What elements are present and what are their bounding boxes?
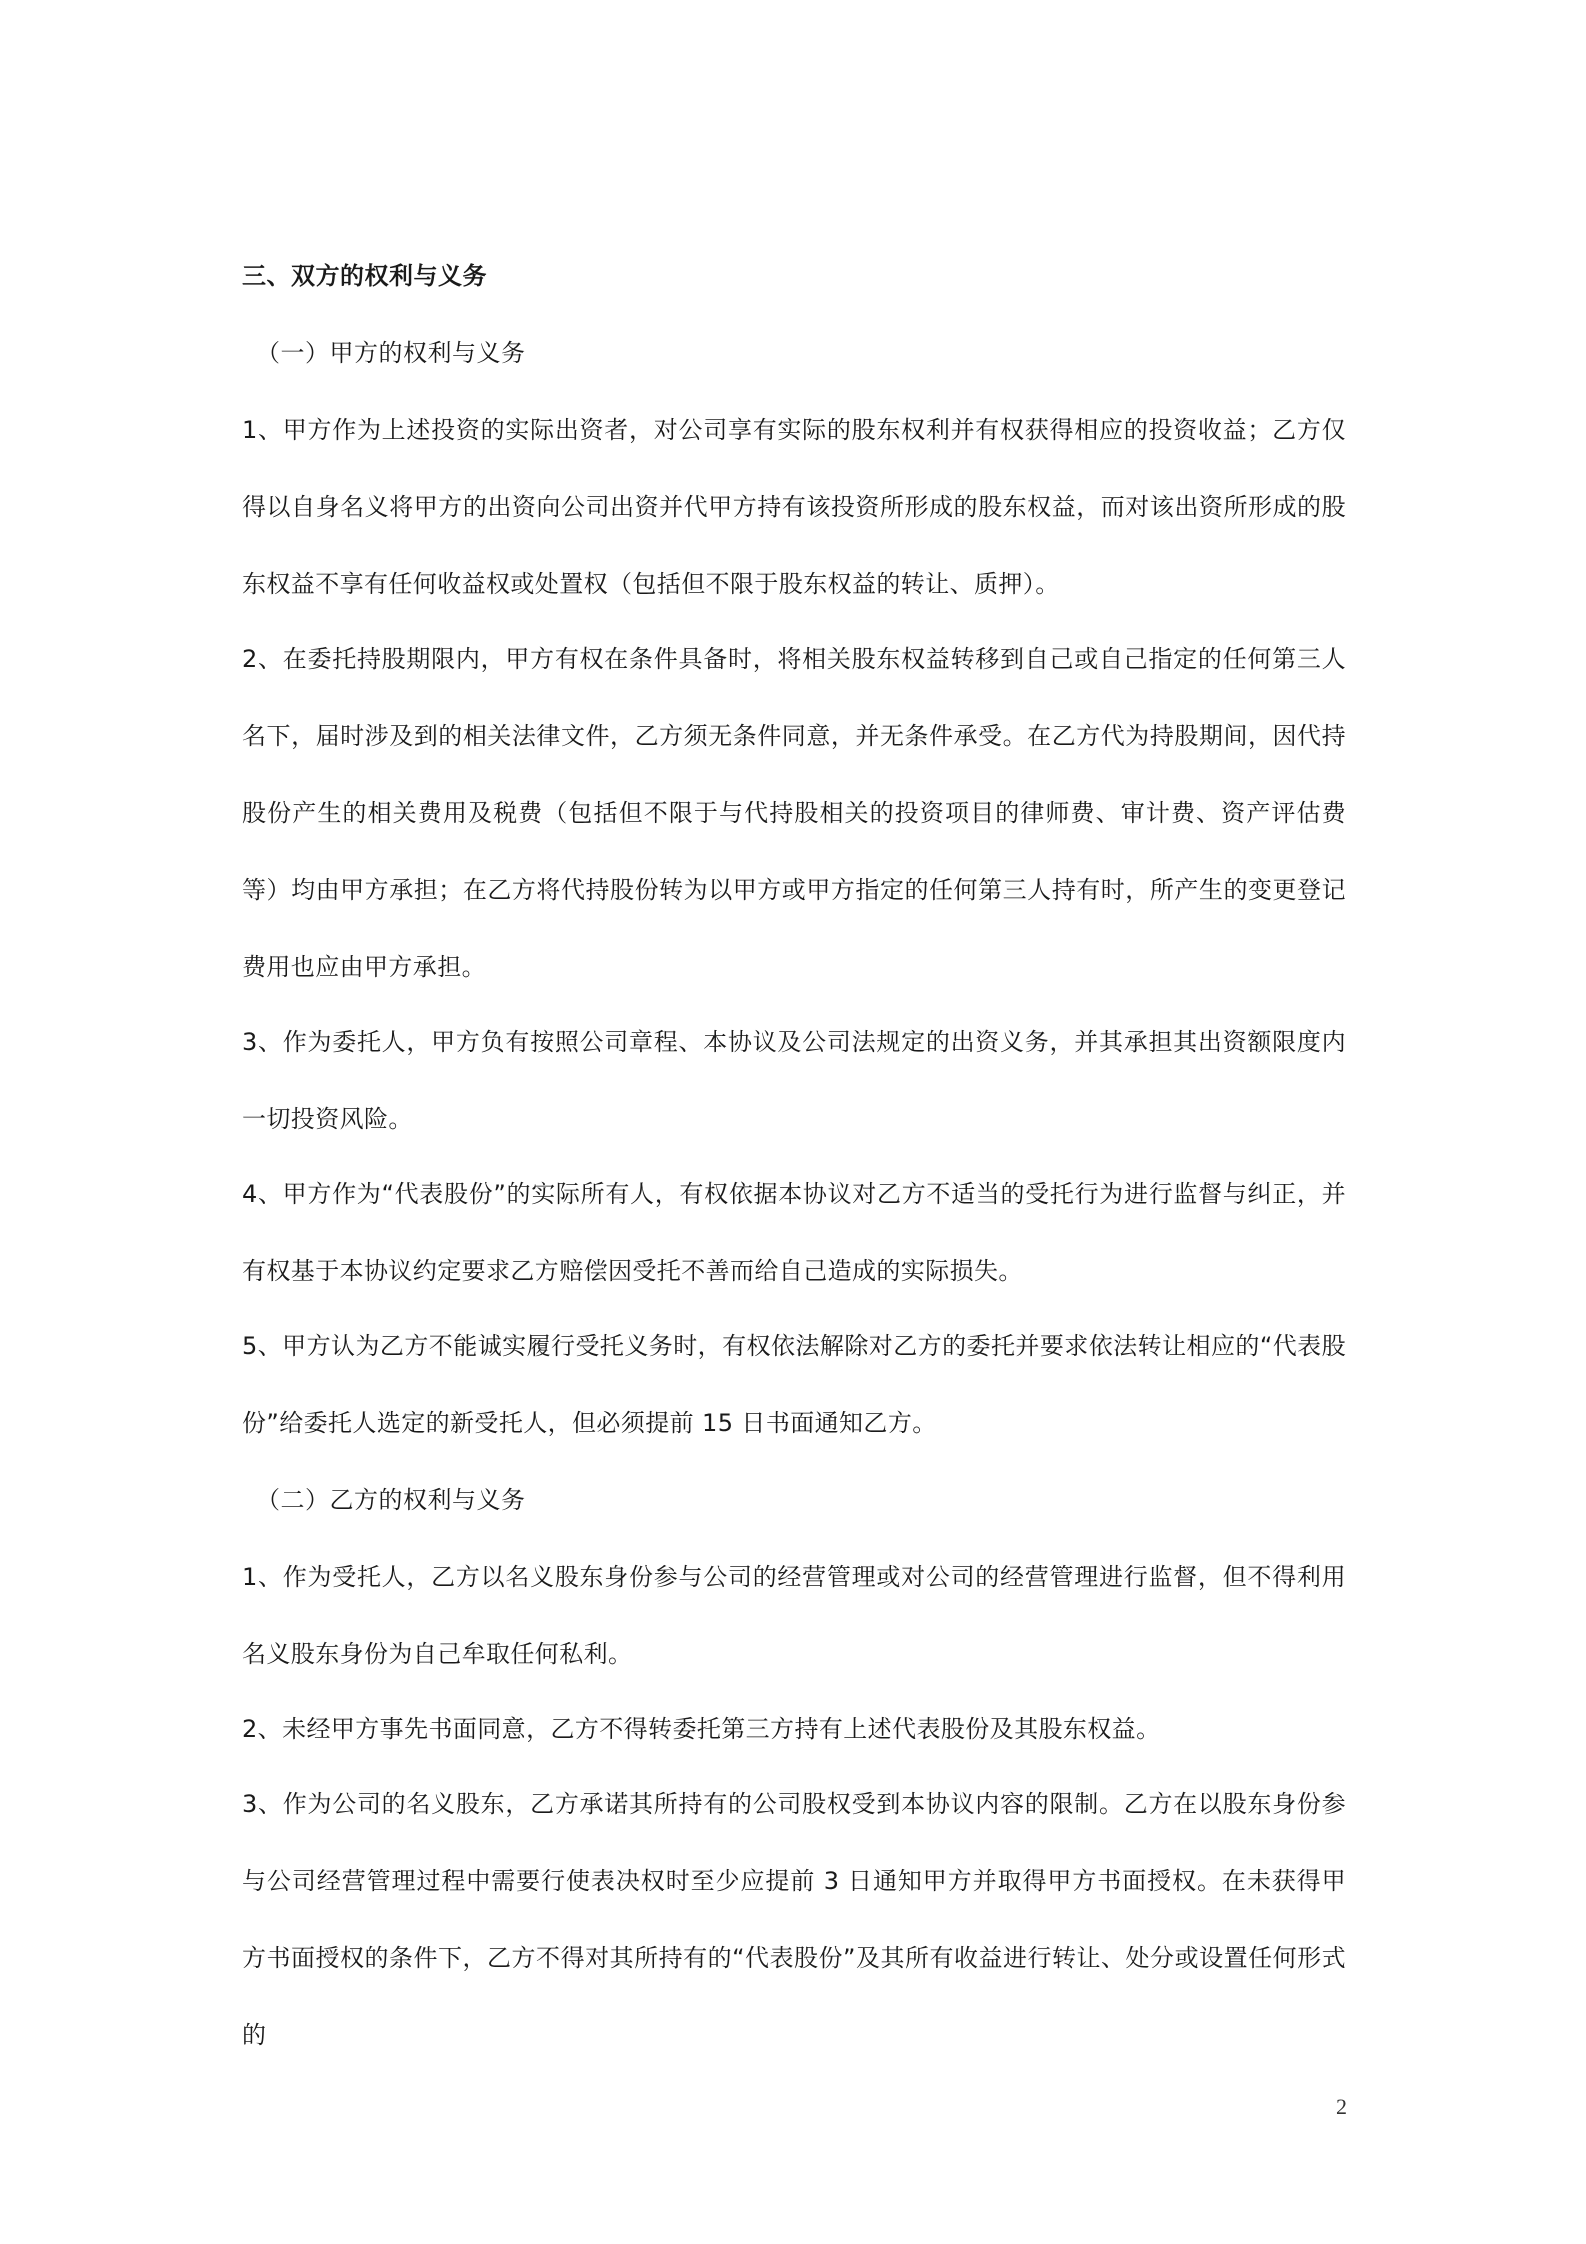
paragraph-a4: 4、甲方作为“代表股份”的实际所有人，有权依据本协议对乙方不适当的受托行为进行监督与纠正，并有权基于本协议约定要求乙方赔偿因受托不善而给自己造成的实际损失。 bbox=[242, 1180, 1346, 1285]
section-title: 三、双方的权利与义务 bbox=[242, 262, 487, 290]
paragraph-a3: 3、作为委托人，甲方负有按照公司章程、本协议及公司法规定的出资义务，并其承担其出资额限度内一切投资风险。 bbox=[242, 1028, 1346, 1133]
paragraph-b1: 1、作为受托人，乙方以名义股东身份参与公司的经营管理或对公司的经营管理进行监督，但不得利用名义股东身份为自己牟取任何私利。 bbox=[242, 1563, 1346, 1668]
page-number: 2 bbox=[1336, 2094, 1347, 2119]
paragraph-b2: 2、未经甲方事先书面同意，乙方不得转委托第三方持有上述代表股份及其股东权益。 bbox=[242, 1715, 1161, 1743]
subsection-b-title: （二）乙方的权利与义务 bbox=[256, 1486, 526, 1514]
subsection-a-title: （一）甲方的权利与义务 bbox=[256, 339, 526, 367]
paragraph-a1: 1、甲方作为上述投资的实际出资者，对公司享有实际的股东权利并有权获得相应的投资收益；乙方仅得以自身名义将甲方的出资向公司出资并代甲方持有该投资所形成的股东权益，而对该出资所形成的股东权益不享有任何收益权或处置权（包括但不限于股东权益的转让、质押）。 bbox=[242, 416, 1346, 598]
document-body bbox=[242, 256, 1346, 2074]
paragraph-b3: 3、作为公司的名义股东，乙方承诺其所持有的公司股权受到本协议内容的限制。乙方在以股东身份参与公司经营管理过程中需要行使表决权时至少应提前 3 日通知甲方并取得甲方书面授权。在未获得甲方书面授权的条件下，乙方不得对其所持有的“代表股份”及其所有收益进行转让、处分或设置任何形式的 bbox=[242, 1790, 1346, 2049]
paragraph-a2: 2、在委托持股期限内，甲方有权在条件具备时，将相关股东权益转移到自己或自己指定的任何第三人名下，届时涉及到的相关法律文件，乙方须无条件同意，并无条件承受。在乙方代为持股期间，因代持股份产生的相关费用及税费（包括但不限于与代持股相关的投资项目的律师费、审计费、资产评估费等）均由甲方承担；在乙方将代持股份转为以甲方或甲方指定的任何第三人持有时，所产生的变更登记费用也应由甲方承担。 bbox=[242, 645, 1346, 981]
paragraph-a5: 5、甲方认为乙方不能诚实履行受托义务时，有权依法解除对乙方的委托并要求依法转让相应的“代表股份”给委托人选定的新受托人，但必须提前 15 日书面通知乙方。 bbox=[242, 1332, 1346, 1437]
